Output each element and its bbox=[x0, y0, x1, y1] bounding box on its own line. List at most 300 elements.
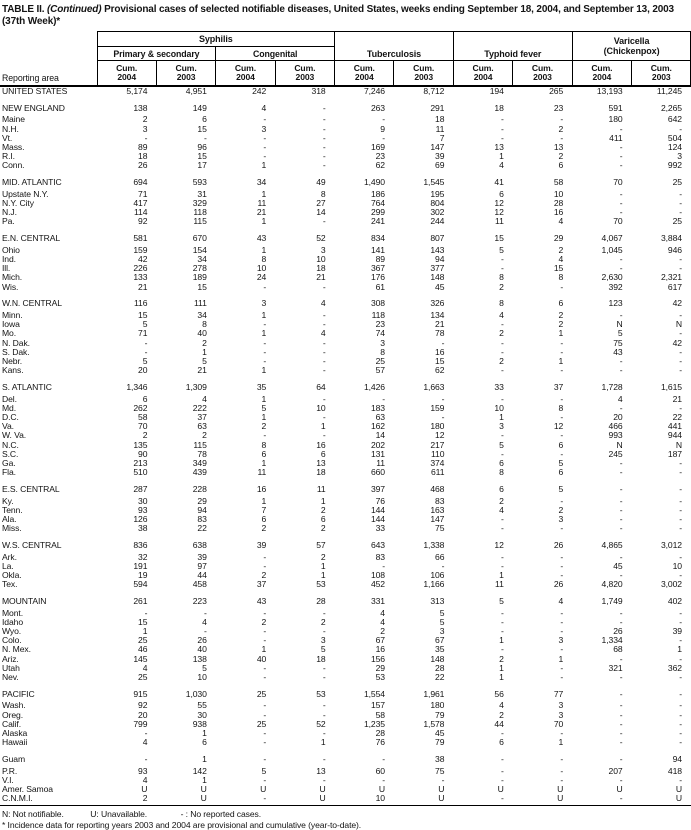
value-cell: 29 bbox=[197, 495, 207, 506]
value-cell: 1,338 bbox=[423, 539, 445, 550]
value-cell: - bbox=[263, 635, 267, 646]
value-cell: - bbox=[501, 254, 504, 264]
value-cell: 195 bbox=[430, 188, 445, 199]
reporting-area-cell: S. ATLANTIC bbox=[2, 381, 52, 392]
table-row bbox=[0, 636, 691, 645]
value-cell: 92 bbox=[138, 700, 148, 711]
value-cell: 14 bbox=[375, 430, 385, 441]
table-row bbox=[0, 199, 691, 208]
table-row bbox=[0, 357, 691, 366]
value-cell: 1 bbox=[320, 560, 326, 571]
value-cell: 159 bbox=[430, 402, 445, 413]
value-cell: - bbox=[619, 495, 623, 506]
value-cell: 3 bbox=[558, 700, 564, 711]
value-cell: 5 bbox=[439, 616, 445, 627]
value-cell: 329 bbox=[192, 198, 207, 208]
value-cell: - bbox=[619, 151, 623, 162]
value-cell: - bbox=[322, 356, 326, 367]
cum-column-header bbox=[275, 61, 334, 87]
value-cell: 61 bbox=[375, 281, 385, 292]
value-cell: 13 bbox=[553, 142, 564, 152]
reporting-area-cell: Conn. bbox=[2, 160, 25, 171]
value-cell: 4 bbox=[558, 254, 564, 264]
value-cell: 118 bbox=[193, 207, 207, 218]
value-cell: 5 bbox=[320, 644, 326, 655]
value-cell: 12 bbox=[494, 539, 504, 550]
value-cell: 2 bbox=[558, 244, 564, 255]
value-cell: 245 bbox=[608, 448, 623, 459]
value-cell: 70 bbox=[138, 421, 148, 432]
value-cell: - bbox=[144, 607, 148, 618]
value-cell: 25 bbox=[256, 718, 267, 729]
value-cell: 3 bbox=[142, 123, 148, 134]
value-cell: 660 bbox=[370, 467, 385, 478]
table-row bbox=[0, 413, 691, 422]
value-cell: - bbox=[560, 337, 564, 348]
value-cell: - bbox=[679, 365, 682, 376]
value-cell: - bbox=[263, 356, 267, 367]
value-cell: 228 bbox=[192, 483, 207, 494]
table-row bbox=[0, 143, 691, 152]
value-cell: 944 bbox=[667, 430, 682, 441]
value-cell: 5 bbox=[558, 458, 564, 469]
value-cell: 1 bbox=[202, 753, 207, 764]
table-row bbox=[0, 292, 691, 311]
value-cell: 118 bbox=[371, 310, 385, 320]
value-cell: 5 bbox=[439, 607, 445, 618]
table-row bbox=[0, 618, 691, 627]
value-cell: 834 bbox=[370, 233, 385, 244]
value-cell: 1,045 bbox=[601, 244, 623, 255]
value-cell: - bbox=[501, 626, 504, 637]
reporting-area-cell: Ariz. bbox=[2, 653, 19, 664]
value-cell: - bbox=[322, 160, 326, 171]
value-cell: - bbox=[560, 495, 564, 506]
value-cell: 43 bbox=[613, 346, 623, 357]
table-row bbox=[0, 86, 691, 96]
value-cell: 135 bbox=[133, 439, 148, 450]
value-cell: 2 bbox=[320, 523, 326, 534]
value-cell: 20 bbox=[138, 709, 148, 720]
value-cell: 1 bbox=[261, 328, 267, 339]
value-cell: 468 bbox=[430, 483, 445, 494]
varicella-group-header bbox=[572, 32, 691, 61]
value-cell: 154 bbox=[192, 244, 207, 255]
table-row bbox=[0, 255, 691, 264]
value-cell: 2 bbox=[261, 616, 267, 627]
value-cell: 458 bbox=[192, 579, 207, 590]
value-cell: 96 bbox=[197, 142, 207, 152]
value-cell: 23 bbox=[553, 102, 564, 113]
value-cell: 18 bbox=[435, 114, 445, 125]
table-row bbox=[0, 395, 691, 404]
value-cell: - bbox=[619, 504, 623, 515]
value-cell: 8 bbox=[261, 254, 267, 264]
year-label: 2004 bbox=[236, 72, 255, 82]
year-label: 2004 bbox=[473, 72, 493, 82]
value-cell: - bbox=[322, 310, 326, 320]
reporting-area-cell: Guam bbox=[2, 753, 26, 764]
table-title-rest: Provisional cases of selected notifiable diseases, United States, weeks ending September 18, 2004, and September 13, 2003 (37th Week)* bbox=[2, 4, 674, 27]
value-cell: - bbox=[501, 393, 504, 404]
value-cell: 89 bbox=[138, 142, 148, 152]
value-cell: 18 bbox=[494, 102, 504, 113]
value-cell: 2,321 bbox=[660, 272, 682, 283]
value-cell: 45 bbox=[613, 560, 623, 571]
value-cell: 377 bbox=[430, 263, 445, 274]
value-cell: - bbox=[560, 346, 564, 357]
value-cell: 7 bbox=[261, 504, 267, 515]
value-cell: 74 bbox=[375, 328, 385, 339]
value-cell: - bbox=[679, 688, 682, 699]
value-cell: 5 bbox=[499, 439, 504, 450]
value-cell: 94 bbox=[672, 753, 682, 764]
value-cell: 299 bbox=[370, 207, 385, 218]
value-cell: 1,961 bbox=[423, 688, 445, 699]
value-cell: - bbox=[441, 393, 445, 404]
value-cell: - bbox=[441, 337, 445, 348]
value-cell: 6 bbox=[558, 298, 564, 309]
value-cell: 226 bbox=[133, 263, 148, 274]
value-cell: - bbox=[679, 504, 682, 515]
reporting-area-cell: Upstate N.Y. bbox=[2, 188, 49, 199]
reporting-area-cell: V.I. bbox=[2, 774, 14, 785]
value-cell: 242 bbox=[252, 86, 267, 96]
value-cell: 3 bbox=[499, 421, 504, 432]
value-cell: 5 bbox=[202, 356, 207, 367]
value-cell: 1 bbox=[261, 365, 267, 376]
value-cell: 62 bbox=[435, 365, 445, 376]
cum-column-header bbox=[216, 61, 275, 87]
value-cell: - bbox=[322, 753, 326, 764]
value-cell: - bbox=[619, 709, 623, 720]
value-cell: 10 bbox=[197, 672, 207, 683]
value-cell: 262 bbox=[133, 402, 148, 413]
value-cell: 938 bbox=[192, 718, 207, 729]
table-row bbox=[0, 320, 691, 329]
value-cell: 1 bbox=[261, 188, 267, 199]
value-cell: 23 bbox=[375, 151, 385, 162]
table-row bbox=[0, 711, 691, 720]
value-cell: 15 bbox=[138, 616, 148, 627]
value-cell: 3 bbox=[677, 151, 682, 162]
year-label: 2004 bbox=[592, 72, 612, 82]
value-cell: 43 bbox=[256, 595, 267, 606]
value-cell: - bbox=[572, 794, 631, 806]
value-cell: - bbox=[263, 337, 267, 348]
value-cell: 70 bbox=[613, 177, 623, 188]
value-cell: 18 bbox=[316, 467, 326, 478]
table-row bbox=[0, 348, 691, 357]
value-cell: - bbox=[263, 607, 267, 618]
reporting-area-cell: NEW ENGLAND bbox=[2, 102, 65, 113]
value-cell: 138 bbox=[192, 653, 207, 664]
cum-column-header bbox=[156, 61, 215, 87]
value-cell: 2 bbox=[261, 523, 267, 534]
value-cell: 439 bbox=[192, 467, 207, 478]
value-cell: 643 bbox=[370, 539, 385, 550]
value-cell: 594 bbox=[133, 579, 148, 590]
value-cell: - bbox=[679, 328, 682, 339]
value-cell: 15 bbox=[494, 233, 504, 244]
value-cell: 6 bbox=[261, 448, 267, 459]
value-cell: - bbox=[263, 551, 267, 562]
value-cell: - bbox=[322, 102, 326, 113]
value-cell: 213 bbox=[133, 458, 148, 469]
typhoid-group-header: Typhoid fever bbox=[453, 32, 572, 61]
reporting-area-cell: N.C. bbox=[2, 439, 19, 450]
value-cell: 7,246 bbox=[363, 86, 385, 96]
value-cell: - bbox=[619, 653, 623, 664]
value-cell: 186 bbox=[370, 188, 385, 199]
reporting-area-cell: Ark. bbox=[2, 551, 17, 562]
value-cell: 418 bbox=[667, 765, 682, 776]
value-cell: 2 bbox=[558, 151, 564, 162]
reporting-area-cell: Mo. bbox=[2, 328, 17, 339]
value-cell: 26 bbox=[613, 626, 623, 637]
value-cell: 78 bbox=[197, 448, 207, 459]
value-cell: 157 bbox=[370, 700, 385, 711]
value-cell: 4 bbox=[558, 216, 564, 227]
value-cell: - bbox=[322, 672, 326, 683]
value-cell: 4,865 bbox=[601, 539, 623, 550]
value-cell: - bbox=[679, 188, 682, 199]
value-cell: 3 bbox=[439, 626, 445, 637]
value-cell: U bbox=[557, 784, 564, 795]
value-cell: 5 bbox=[261, 402, 267, 413]
value-cell: 143 bbox=[430, 244, 445, 255]
value-cell: - bbox=[263, 281, 267, 292]
value-cell: - bbox=[619, 774, 623, 785]
value-cell: 1 bbox=[261, 310, 267, 320]
reporting-area-cell: W.N. CENTRAL bbox=[2, 298, 62, 309]
table-row bbox=[0, 273, 691, 282]
table-row bbox=[0, 375, 691, 394]
value-cell: - bbox=[144, 753, 148, 764]
value-cell: - bbox=[501, 774, 504, 785]
value-cell: 8 bbox=[202, 319, 207, 330]
value-cell: - bbox=[679, 709, 682, 720]
value-cell: 4,067 bbox=[601, 233, 623, 244]
value-cell: N bbox=[675, 439, 682, 450]
value-cell: 26 bbox=[553, 579, 564, 590]
value-cell: 6 bbox=[320, 514, 326, 525]
value-cell: - bbox=[619, 123, 623, 134]
value-cell: N bbox=[675, 319, 682, 330]
value-cell: 2,265 bbox=[660, 102, 682, 113]
value-cell: 144 bbox=[370, 504, 385, 515]
reporting-area-cell: Mont. bbox=[2, 607, 23, 618]
value-cell: U bbox=[275, 794, 334, 806]
value-cell: 29 bbox=[375, 662, 385, 673]
value-cell: - bbox=[382, 560, 385, 571]
reporting-area-cell: Wyo. bbox=[2, 626, 22, 637]
value-cell: 16 bbox=[256, 483, 267, 494]
value-cell: - bbox=[322, 151, 326, 162]
reporting-area-cell: MOUNTAIN bbox=[2, 595, 47, 606]
value-cell: 2 bbox=[320, 504, 326, 515]
value-cell: - bbox=[501, 616, 504, 627]
value-cell: - bbox=[619, 263, 623, 274]
table-row bbox=[0, 776, 691, 785]
value-cell: 147 bbox=[430, 514, 445, 525]
reporting-area-cell: Fla. bbox=[2, 467, 16, 478]
value-cell: 10 bbox=[335, 794, 394, 806]
value-cell: 149 bbox=[192, 102, 207, 113]
cum-label: Cum. bbox=[472, 62, 494, 73]
table-row bbox=[0, 329, 691, 338]
value-cell: 8 bbox=[499, 298, 504, 309]
value-cell: 331 bbox=[370, 595, 385, 606]
value-cell: 15 bbox=[197, 281, 207, 292]
value-cell: 2 bbox=[97, 794, 156, 806]
cum-label: Cum. bbox=[650, 62, 672, 73]
primary-secondary-header: Primary & secondary bbox=[97, 47, 216, 61]
value-cell: 12 bbox=[494, 207, 504, 218]
table-row bbox=[0, 738, 691, 747]
value-cell: 261 bbox=[133, 595, 148, 606]
value-cell: 1 bbox=[261, 644, 267, 655]
value-cell: - bbox=[679, 254, 682, 264]
value-cell: - bbox=[560, 430, 564, 441]
value-cell: 11 bbox=[257, 198, 267, 208]
value-cell: U bbox=[497, 784, 504, 795]
table-row bbox=[0, 571, 691, 580]
reporting-area-cell: Calif. bbox=[2, 718, 21, 729]
table-row bbox=[0, 208, 691, 217]
value-cell: 581 bbox=[133, 233, 148, 244]
year-label: 2003 bbox=[414, 72, 434, 82]
value-cell: 4 bbox=[320, 298, 326, 309]
value-cell: - bbox=[322, 430, 326, 441]
value-cell: - bbox=[619, 142, 623, 152]
value-cell: 39 bbox=[672, 626, 682, 637]
value-cell: 642 bbox=[667, 114, 682, 125]
reporting-area-cell: Ala. bbox=[2, 514, 17, 525]
table-row bbox=[0, 161, 691, 170]
cum-label: Cum. bbox=[116, 62, 138, 73]
value-cell: 79 bbox=[435, 709, 445, 720]
reporting-area-cell: D.C. bbox=[2, 412, 19, 423]
reporting-area-cell: S. Dak. bbox=[2, 346, 30, 357]
value-cell: 21 bbox=[435, 319, 445, 330]
value-cell: 452 bbox=[370, 579, 385, 590]
value-cell: - bbox=[144, 337, 148, 348]
value-cell: 26 bbox=[197, 635, 207, 646]
value-cell: U bbox=[156, 794, 215, 806]
reporting-area-cell: W. Va. bbox=[2, 430, 27, 441]
value-cell: 18 bbox=[316, 653, 326, 664]
value-cell: 6 bbox=[558, 467, 564, 478]
value-cell: - bbox=[679, 551, 682, 562]
reporting-area-cell: N.Y. City bbox=[2, 198, 34, 208]
value-cell: 392 bbox=[608, 281, 623, 292]
value-cell: - bbox=[560, 774, 564, 785]
value-cell: 90 bbox=[138, 448, 148, 459]
value-cell: 69 bbox=[435, 160, 445, 171]
value-cell: 8 bbox=[499, 467, 504, 478]
value-cell: - bbox=[679, 728, 682, 739]
cum-label: Cum. bbox=[531, 62, 554, 73]
value-cell: - bbox=[619, 483, 623, 494]
value-cell: - bbox=[619, 607, 623, 618]
cum-column-header bbox=[97, 61, 156, 87]
value-cell: 5 bbox=[499, 595, 504, 606]
value-cell: 402 bbox=[667, 595, 682, 606]
value-cell: 20 bbox=[613, 412, 623, 423]
value-cell: 4 bbox=[499, 700, 504, 711]
value-cell: 5 bbox=[142, 356, 148, 367]
value-cell: - bbox=[263, 151, 267, 162]
value-cell: 10 bbox=[256, 263, 267, 274]
value-cell: - bbox=[263, 774, 267, 785]
value-cell: 75 bbox=[613, 337, 623, 348]
reporting-area-cell: Mass. bbox=[2, 142, 25, 152]
value-cell: 131 bbox=[370, 448, 385, 459]
value-cell: 4 bbox=[380, 616, 385, 627]
value-cell: 60 bbox=[375, 765, 385, 776]
value-cell: 35 bbox=[256, 381, 267, 392]
value-cell: 5,174 bbox=[126, 86, 148, 96]
value-cell: 111 bbox=[194, 298, 207, 309]
value-cell: 241 bbox=[370, 216, 385, 227]
value-cell: - bbox=[501, 448, 504, 459]
value-cell: U bbox=[319, 784, 326, 795]
reporting-area-cell: Wis. bbox=[2, 281, 19, 292]
value-cell: - bbox=[560, 626, 564, 637]
value-cell: 37 bbox=[197, 412, 207, 423]
value-cell: - bbox=[322, 132, 326, 143]
table-row bbox=[0, 747, 691, 766]
value-cell: N bbox=[616, 439, 623, 450]
value-cell: 3 bbox=[380, 337, 385, 348]
value-cell: 8 bbox=[499, 272, 504, 283]
value-cell: - bbox=[382, 774, 385, 785]
value-cell: 92 bbox=[138, 216, 148, 227]
table-row bbox=[0, 655, 691, 664]
value-cell: 4 bbox=[261, 102, 267, 113]
value-cell: - bbox=[216, 794, 275, 806]
value-cell: 159 bbox=[133, 244, 148, 255]
value-cell: 263 bbox=[370, 102, 385, 113]
value-cell: U bbox=[141, 784, 148, 795]
value-cell: 124 bbox=[667, 142, 682, 152]
value-cell: 1 bbox=[320, 495, 326, 506]
reporting-area-cell: Nebr. bbox=[2, 356, 23, 367]
value-cell: 807 bbox=[430, 233, 445, 244]
value-cell: 40 bbox=[197, 644, 207, 655]
syphilis-group-header: Syphilis bbox=[97, 32, 335, 47]
value-cell: 14 bbox=[316, 207, 326, 218]
varicella-line2: (Chickenpox) bbox=[603, 45, 660, 56]
table-row bbox=[0, 589, 691, 608]
value-cell: 4 bbox=[380, 607, 385, 618]
value-cell: - bbox=[204, 132, 207, 143]
value-cell: 42 bbox=[672, 298, 682, 309]
reporting-area-cell: Colo. bbox=[2, 635, 22, 646]
reporting-area-cell: Ill. bbox=[2, 263, 11, 274]
table-row bbox=[0, 264, 691, 273]
value-cell: - bbox=[679, 495, 682, 506]
value-cell: - bbox=[679, 570, 682, 581]
reporting-area-cell: Ky. bbox=[2, 495, 14, 506]
footnote-not-notifiable: N: Not notifiable. bbox=[2, 809, 64, 820]
table-title bbox=[0, 4, 691, 27]
value-cell: - bbox=[619, 356, 623, 367]
table-row bbox=[0, 533, 691, 552]
value-cell: 115 bbox=[193, 439, 207, 450]
value-cell: 4 bbox=[142, 737, 148, 748]
